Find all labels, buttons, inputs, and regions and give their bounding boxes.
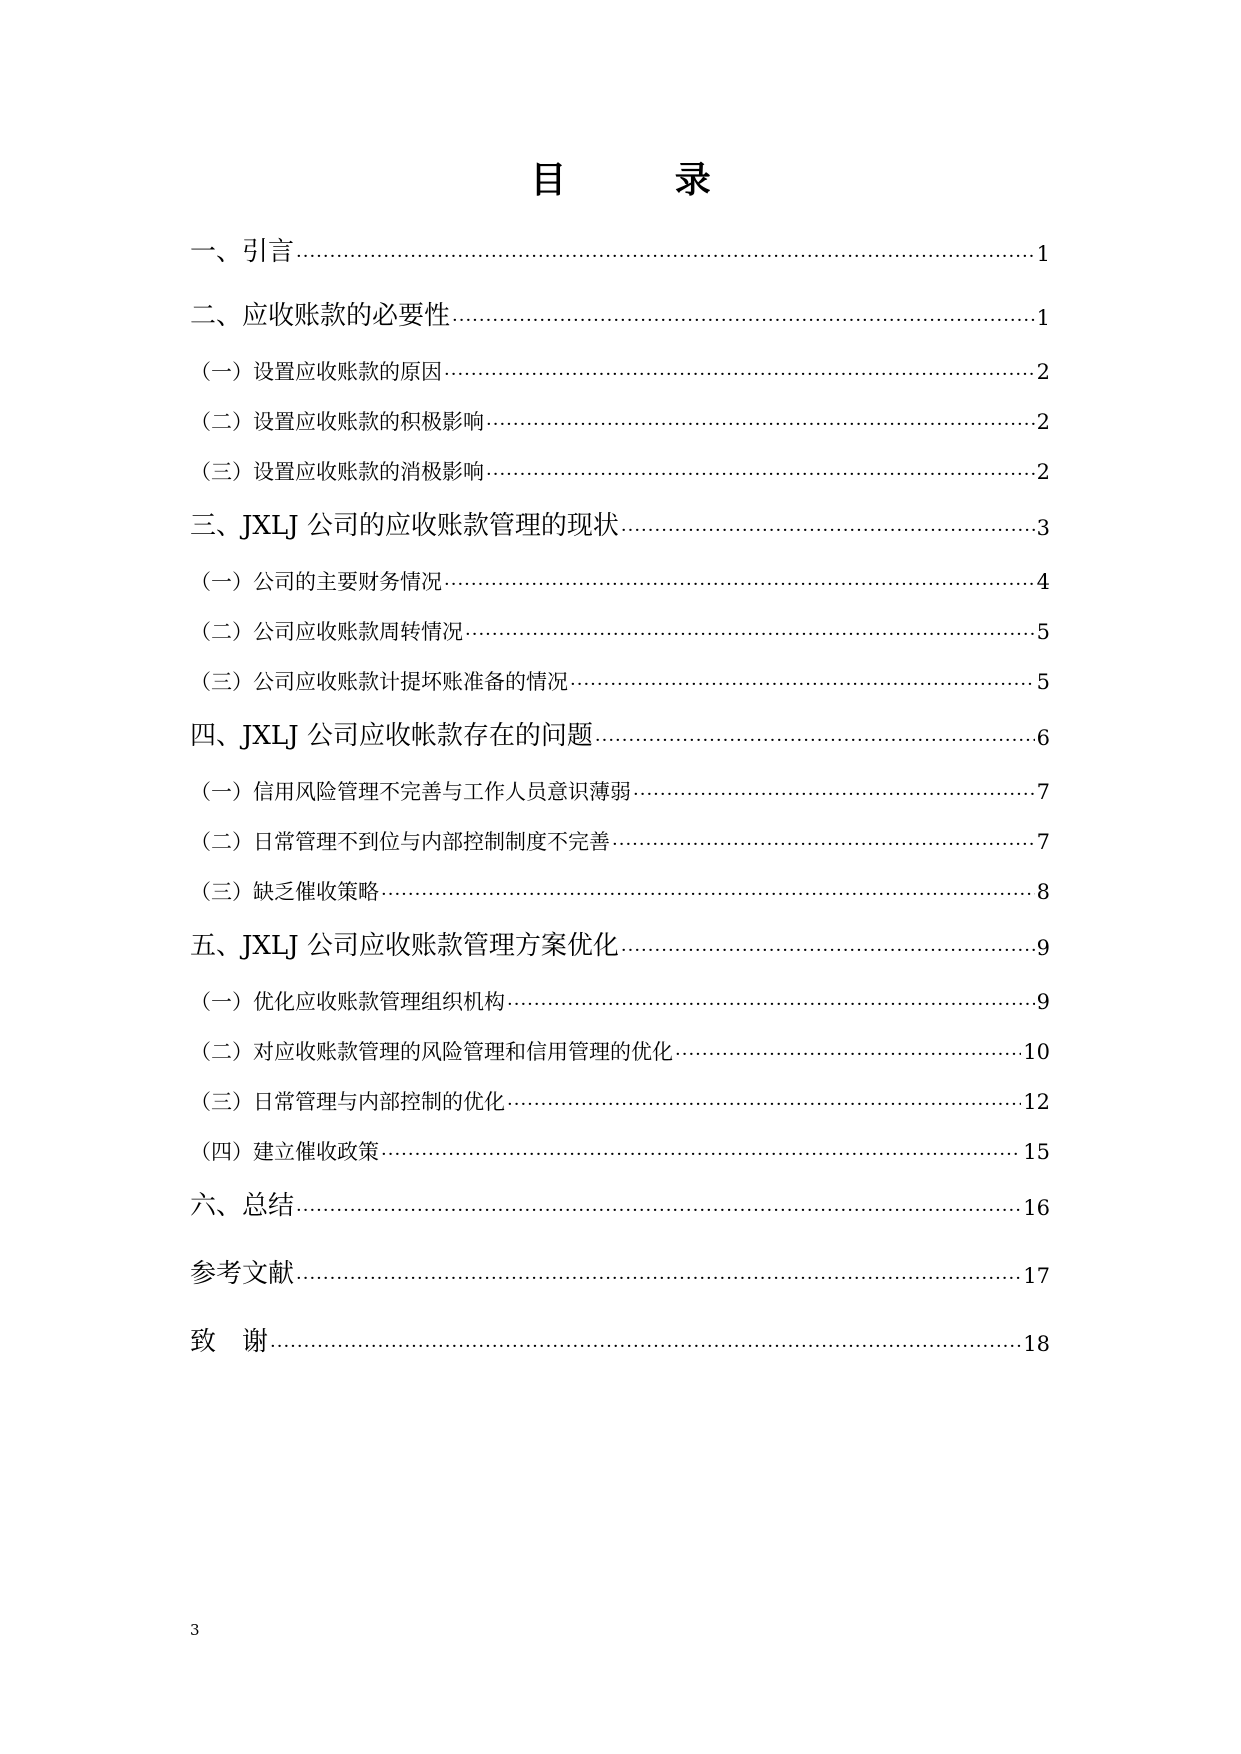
toc-entry (190, 458, 1050, 486)
toc-entry-page: 7 (1036, 830, 1050, 854)
toc-entry-page: 9 (1036, 936, 1050, 960)
toc-entry (190, 510, 1050, 542)
toc-entry (190, 668, 1050, 696)
toc-entry-page: 2 (1036, 360, 1050, 384)
toc-entry-page: 2 (1036, 410, 1050, 434)
toc-entry-text: （一）优化应收账款管理组织机构 (190, 990, 505, 1014)
toc-entry-text: （三）缺乏催收策略 (190, 880, 379, 904)
toc-title: 目 录 (530, 159, 759, 201)
toc-entry-page: 16 (1023, 1196, 1050, 1220)
toc-entry-page: 18 (1023, 1332, 1050, 1356)
toc-entry-text: （四）建立催收政策 (190, 1140, 379, 1164)
toc-entry (190, 988, 1050, 1016)
toc-entry-text: （三）日常管理与内部控制的优化 (190, 1090, 505, 1114)
toc-entry-text: （一）公司的主要财务情况 (190, 570, 442, 594)
toc-entry-text: 致 谢 (190, 1327, 269, 1357)
toc-entry (190, 778, 1050, 806)
toc-entry-page: 7 (1036, 780, 1050, 804)
toc-entry (190, 720, 1050, 752)
toc-leader-dots (612, 834, 1035, 856)
toc-entry-page: 6 (1036, 726, 1050, 750)
toc-entry (190, 1258, 1050, 1290)
toc-entry-text: 二、应收账款的必要性 (190, 301, 451, 331)
toc-entry-text: 四、JXLJ 公司应收帐款存在的问题 (190, 721, 593, 751)
toc-leader-dots (270, 1336, 1021, 1358)
toc-entry-page: 5 (1036, 670, 1050, 694)
toc-leader-dots (507, 1094, 1021, 1116)
toc-entry (190, 1326, 1050, 1358)
toc-entry-text: 六、总结 (190, 1191, 295, 1221)
toc-leader-dots (296, 1200, 1021, 1222)
toc-entry-text: （二）公司应收账款周转情况 (190, 620, 463, 644)
toc-leader-dots (296, 246, 1035, 268)
toc-entry (190, 1190, 1050, 1222)
toc-leader-dots (507, 994, 1035, 1016)
toc-leader-dots (570, 674, 1035, 696)
toc-leader-dots (675, 1044, 1021, 1066)
toc-entry (190, 236, 1050, 268)
toc-entry-text: （一）信用风险管理不完善与工作人员意识薄弱 (190, 780, 631, 804)
toc-entry-text: （三）公司应收账款计提坏账准备的情况 (190, 670, 568, 694)
toc-leader-dots (465, 624, 1035, 646)
toc-leader-dots (486, 464, 1035, 486)
toc-entry-text: 一、引言 (190, 237, 295, 267)
toc-entry-text: （二）对应收账款管理的风险管理和信用管理的优化 (190, 1040, 673, 1064)
toc-leader-dots (452, 310, 1035, 332)
toc-entry-page: 10 (1023, 1040, 1050, 1064)
toc-entry-page: 12 (1023, 1090, 1050, 1114)
toc-leader-dots (381, 1144, 1021, 1166)
toc-entry-text: （三）设置应收账款的消极影响 (190, 460, 484, 484)
toc-entry-page: 4 (1036, 570, 1050, 594)
toc-entry-text: （二）日常管理不到位与内部控制制度不完善 (190, 830, 610, 854)
toc-leader-dots (381, 884, 1035, 906)
toc-entry (190, 828, 1050, 856)
toc-entry (190, 1088, 1050, 1116)
toc-leader-dots (444, 364, 1035, 386)
toc-entry (190, 300, 1050, 332)
toc-entry-page: 3 (1036, 516, 1050, 540)
toc-leader-dots (633, 784, 1035, 806)
toc-entry-page: 8 (1036, 880, 1050, 904)
toc-entry-text: （一）设置应收账款的原因 (190, 360, 442, 384)
toc-entry-page: 1 (1036, 306, 1050, 330)
toc-entry-page: 15 (1023, 1140, 1050, 1164)
toc-entry (190, 1038, 1050, 1066)
page-number: 3 (190, 1621, 200, 1639)
toc-entry (190, 358, 1050, 386)
toc-leader-dots (595, 730, 1035, 752)
toc-entry-page: 2 (1036, 460, 1050, 484)
toc-entry-text: 参考文献 (190, 1259, 295, 1289)
toc-entry-text: （二）设置应收账款的积极影响 (190, 410, 484, 434)
toc-entry-page: 5 (1036, 620, 1050, 644)
toc-entry (190, 568, 1050, 596)
toc-entry (190, 930, 1050, 962)
toc-leader-dots (621, 520, 1035, 542)
toc-entry (190, 408, 1050, 436)
toc-entry-page: 17 (1023, 1264, 1050, 1288)
toc-leader-dots (296, 1268, 1021, 1290)
toc-leader-dots (621, 940, 1035, 962)
toc-entry (190, 618, 1050, 646)
toc-entry (190, 878, 1050, 906)
toc-entry-text: 三、JXLJ 公司的应收账款管理的现状 (190, 511, 619, 541)
toc-leader-dots (444, 574, 1035, 596)
toc-entry-page: 1 (1036, 242, 1050, 266)
toc-entry (190, 1138, 1050, 1166)
toc-leader-dots (486, 414, 1035, 436)
toc-entry-page: 9 (1036, 990, 1050, 1014)
toc-entry-text: 五、JXLJ 公司应收账款管理方案优化 (190, 931, 619, 961)
